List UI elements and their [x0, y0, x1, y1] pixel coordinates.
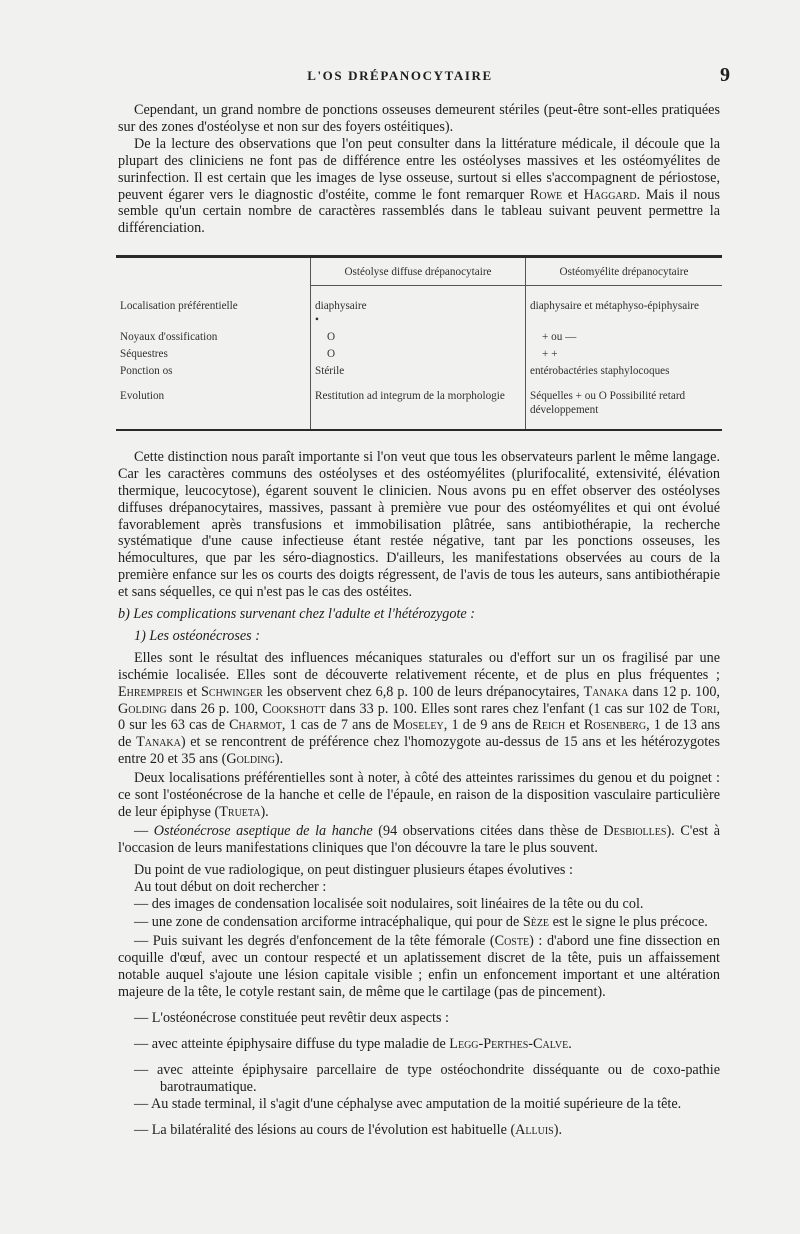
list-item: — des images de condensation localisée soit nodulaires, soit linéaires de la tête ou du col.: [134, 895, 644, 912]
table-cell-label: Noyaux d'ossification: [120, 330, 218, 343]
page-header: [0, 66, 800, 90]
paragraph-bilaterality: — La bilatéralité des lésions au cours de l'évolution est habituelle (Alluis).: [134, 1121, 563, 1138]
running-title: L'OS DRÉPANOCYTAIRE: [307, 68, 493, 83]
paragraph-terminal-stage: — Au stade terminal, il s'agit d'une céphalyse avec amputation de la moitié supérieure de la tête.: [134, 1095, 682, 1112]
table-header-row: [116, 257, 722, 286]
paragraph-aspects: — L'ostéonécrose constituée peut revêtir deux aspects :: [134, 1009, 449, 1026]
table-cell: diaphysaire •: [311, 286, 526, 329]
subsection-heading-osteonecrosis: 1) Les ostéonécroses :: [134, 627, 260, 644]
table-header-osteomyelitis: Ostéomyélite drépanocytaire: [526, 257, 723, 286]
paragraph-radiology-start: Au tout début on doit rechercher :: [134, 878, 327, 895]
table-cell: O: [311, 346, 526, 363]
table-row: [116, 380, 722, 429]
paragraph-distinction: Cette distinction nous paraît importante si l'on veut que tous les observateurs parlent le même langage. Car les caractères communs des ostéolyses et des ostéomyélites (plurifocalité, extensivité, élévation thermique, leucocytose), égarent souvent le clinicien. Nous avons pu en effet observer des ostéolyses diffuses drépanocytaires, massives, passant à première vue pour des ostéomyélites et qui ont évolué favorablement après transfusions et immobilisation plâtrée, sans antibiothérapie, la recherche systématique d'une cause infectieuse étant restée négative, tant par les ponctions osseuses, les hémocultures, que par les séro-diagnostics. D'ailleurs, les manifestations observées au cours de la première enfance sur les os courts des doigts régressent, de l'avis de tous les auteurs, sans antibiothérapie et sans séquelles, ce qui n'est pas le cas des ostéites.: [118, 448, 720, 601]
table-cell: entérobactéries staphylocoques: [526, 363, 723, 380]
table-row: [116, 363, 722, 380]
table-row: [116, 286, 722, 329]
page-body: [118, 102, 720, 1138]
paragraph-localisations: Deux localisations préférentielles sont à noter, à côté des atteintes rarissimes du genou et du poignet : ce sont l'ostéonécrose de la hanche et celle de l'épaule, en raison de la disposition vasculaire particulière de leur épiphyse (Trueta).: [118, 770, 720, 820]
paragraph-femoral-head: — Puis suivant les degrés d'enfoncement de la tête fémorale (Coste) : d'abord une fine dissection en coquille d'œuf, avec un contour respecté et un aplatissement discret de la tête, puis un affaissement notable auquel s'ajoute une lésion capitale visible ; enfin un enfoncement important et une altération majeure de la tête, le cotyle restant sain, de même que le cartilage (pas de pincement).: [118, 933, 720, 1001]
table-cell: Restitution ad integrum de la morphologie: [311, 380, 526, 429]
table-cell: Stérile: [311, 363, 526, 380]
table-row: [116, 329, 722, 346]
section-heading-b: b) Les complications survenant chez l'adulte et l'hétérozygote :: [118, 606, 476, 623]
paragraph-osteonecrosis-frequency: Elles sont le résultat des influences mécaniques staturales ou d'effort sur un os fragilisé par une ischémie localisée. Elles sont de découverte relativement récente, et de plus en plus fréquentes ; Ehrempreis et Schwinger les observent chez 6,8 p. 100 de leurs drépanocytaires, Tanaka dans 12 p. 100, Golding dans 26 p. 100, Cookshott dans 33 p. 100. Elles sont rares chez l'enfant (1 cas sur 102 de Tori, 0 sur les 63 cas de Charmot, 1 cas de 7 ans de Moseley, 1 de 9 ans de Reich et Rosenberg, 1 de 13 ans de Tanaka) et se rencontrent de préférence chez l'homozygote au-dessus de 15 ans et les hétérozygotes entre 20 et 35 ans (Golding).: [118, 649, 720, 768]
author-name: Rowe: [529, 186, 563, 203]
list-item: — avec atteinte épiphysaire parcellaire de type ostéochondrite disséquante ou de coxo-pathie barotraumatique.: [134, 1061, 720, 1095]
table-header-empty: [116, 257, 311, 286]
paragraph-literature: De la lecture des observations que l'on peut consulter dans la littérature médicale, il découle que la plupart des cliniciens ne font pas de différence entre les ostéolyses massives et les ostéomyélites de surinfection. Il est certain que les images de lyse osseuse, surtout si elles s'accompagnent de périostose, peuvent égarer vers le diagnostic d'ostéite, comme le font remarquer Rowe et Haggard. Mais il nous semble qu'un certain nombre de caractères rassemblés dans le tableau suivant peuvent permettre la différenciation.: [118, 135, 720, 237]
comparison-table: [116, 255, 722, 431]
table-cell: diaphysaire et métaphyso-épiphysaire: [526, 286, 723, 329]
table-cell-label: Evolution: [120, 390, 165, 403]
list-item: — avec atteinte épiphysaire diffuse du type maladie de Legg-Perthes-Calve.: [134, 1035, 572, 1052]
table-cell-label: Séquestres: [120, 348, 168, 361]
table-cell: + ou —: [526, 329, 723, 346]
table-header-osteolysis: Ostéolyse diffuse drépanocytaire: [311, 257, 526, 286]
table-cell-label: Localisation préférentielle: [120, 299, 238, 312]
list-item: — une zone de condensation arciforme intracéphalique, qui pour de Sèze est le signe le plus précoce.: [134, 914, 708, 931]
paragraph-hip-osteonecrosis: — Ostéonécrose aseptique de la hanche (94 observations citées dans thèse de Desbiolles). C'est à l'occasion de leurs manifestations cliniques que l'on découvre la tare le plus souvent.: [118, 822, 720, 856]
table-cell: O: [311, 329, 526, 346]
table-cell-label: Ponction os: [120, 365, 173, 378]
page-number: 9: [720, 64, 730, 86]
table-cell: + +: [526, 346, 723, 363]
paragraph-radiology: Du point de vue radiologique, on peut distinguer plusieurs étapes évolutives :: [134, 861, 573, 878]
table-cell: Séquelles + ou O Possibilité retard développement: [526, 380, 723, 429]
table-row: [116, 346, 722, 363]
author-name: Haggard: [583, 186, 637, 203]
paragraph-sterile-punctures: Cependant, un grand nombre de ponctions osseuses demeurent stériles (peut-être sont-elles pratiquées sur des zones d'ostéolyse et non sur des foyers ostéitiques).: [118, 102, 720, 135]
